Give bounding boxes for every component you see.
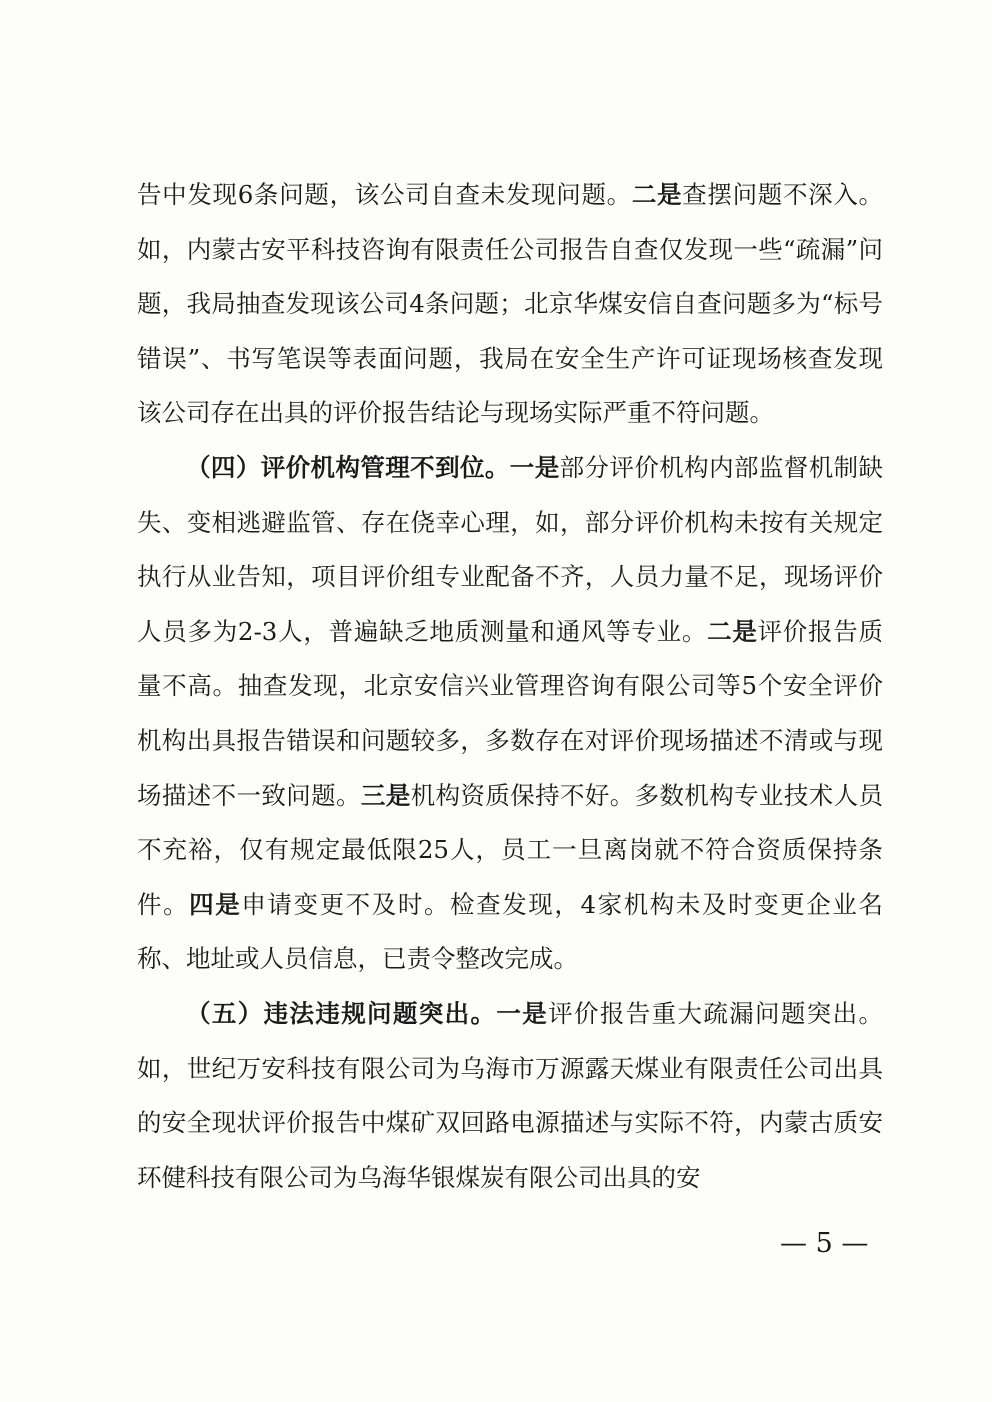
emphasis-label: 一是 bbox=[496, 998, 549, 1028]
paragraph-text: 机构资质保持不好。多数机构专业技术人员不充裕，仅有规定最低限25人，员工一旦离岗就不符合资质保持条件。 bbox=[137, 780, 884, 919]
paragraph-section-four bbox=[137, 441, 883, 987]
emphasis-label: 四是 bbox=[189, 889, 242, 919]
emphasis-label: 二是 bbox=[631, 180, 683, 209]
paragraph-text: 评价报告质量不高。抽查发现，北京安信兴业管理咨询有限公司等5个安全评价机构出具报告错误和问题较多，多数存在对评价现场描述不清或与现场描述不一致问题。 bbox=[137, 616, 884, 810]
paragraph-text: 告中发现6条问题，该公司自查未发现问题。 bbox=[137, 180, 632, 209]
page-number: — 5 — bbox=[780, 1228, 869, 1259]
paragraph-text: 部分评价机构内部监督机制缺失、变相逃避监管、存在侥幸心理，如，部分评价机构未按有关规定执行从业告知，项目评价组专业配备不齐，人员力量不足，现场评价人员多为2-3人，普遍缺乏地质测量和通风等专业。 bbox=[137, 452, 884, 646]
paragraph-section-five bbox=[137, 987, 883, 1205]
section-heading: （四）评价机构管理不到位。 bbox=[186, 452, 510, 482]
paragraph-text: 查摆问题不深入。如，内蒙古安平科技咨询有限责任公司报告自查仅发现一些“疏漏”问题，我局抽查发现该公司4条问题；北京华煤安信自查问题多为“标号错误”、书写笔误等表面问题，我局在安全生产许可证现场核查发现该公司存在出具的评价报告结论与现场实际严重不符问题。 bbox=[137, 180, 884, 428]
emphasis-label: 二是 bbox=[707, 616, 758, 646]
document-body bbox=[137, 168, 883, 1205]
paragraph-continuation bbox=[137, 168, 883, 441]
paragraph-text: 申请变更不及时。检查发现，4家机构未及时变更企业名称、地址或人员信息，已责令整改完成。 bbox=[137, 889, 883, 974]
section-heading: （五）违法违规问题突出。 bbox=[186, 998, 497, 1028]
emphasis-label: 三是 bbox=[360, 780, 411, 810]
emphasis-label: 一是 bbox=[509, 452, 560, 482]
paragraph-text: 评价报告重大疏漏问题突出。如，世纪万安科技有限公司为乌海市万源露天煤业有限责任公司出具的安全现状评价报告中煤矿双回路电源描述与实际不符，内蒙古质安环健科技有限公司为乌海华银煤炭有限公司出具的安 bbox=[137, 998, 884, 1192]
